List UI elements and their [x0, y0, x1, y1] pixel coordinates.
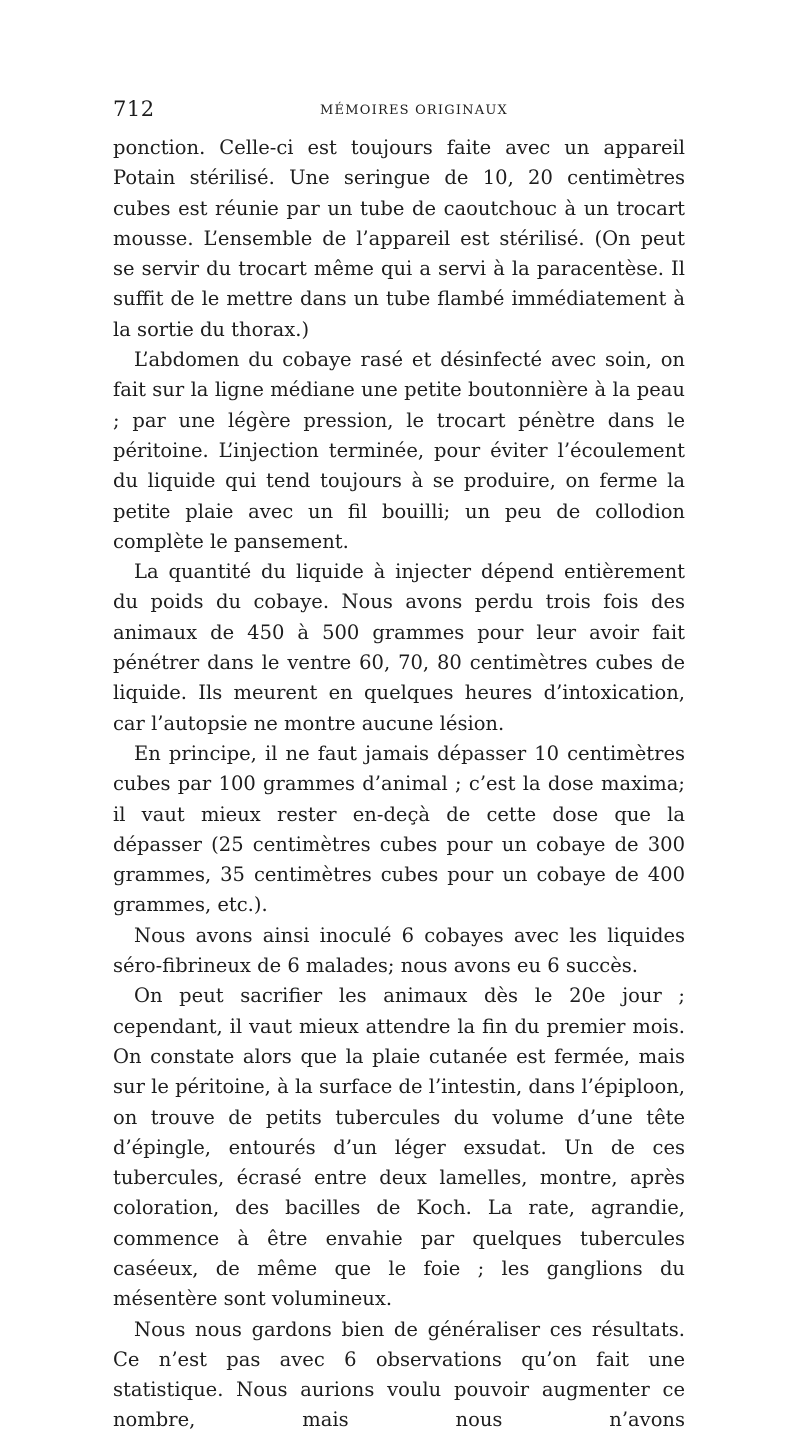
paragraph: On peut sacrifier les animaux dès le 20e jour ; cependant, il vaut mieux attendre la fin du premier mois. On constate alors que la plaie cutanée est fermée, mais sur le péritoine, à la surface de l’intestin, dans l’épiploon, on trouve de petits tubercules du volume d’une tête d’épingle, entourés d’un léger exsudat. Un de ces tubercules, écrasé entre deux lamelles, montre, après coloration, des bacilles de Koch. La rate, agrandie, commence à être envahie par quelques tubercules caséeux, de même que le foie ; les ganglions du mésentère sont volumineux. — [113, 984, 685, 1311]
body-text — [113, 133, 685, 1436]
paragraph: En principe, il ne faut jamais dépasser 10 centimètres cubes par 100 grammes d’animal ; c’est la dose maxima; il vaut mieux rester en-deçà de cette dose que la dépasser (25 centimètres cubes pour un cobaye de 300 grammes, 35 centimètres cubes pour un cobaye de 400 grammes, etc.). — [113, 741, 685, 917]
paragraph: ponction. Celle-ci est toujours faite avec un appareil Potain stérilisé. Une seringue de 10, 20 centimètres cubes est réunie par un tube de caoutchouc à un trocart mousse. L’ensemble de l’appareil est stérilisé. (On peut se servir du trocart même qui a servi à la paracentèse. Il suffit de le mettre dans un tube flambé immédiatement à la sortie du thorax.) — [113, 136, 685, 341]
page-header — [113, 97, 685, 125]
paragraph: Nous avons ainsi inoculé 6 cobayes avec les liquides séro-fibrineux de 6 malades; nous avons eu 6 succès. — [113, 923, 685, 978]
paragraph: La quantité du liquide à injecter dépend entièrement du poids du cobaye. Nous avons perdu trois fois des animaux de 450 à 500 grammes pour leur avoir fait pénétrer dans le ventre 60, 70, 80 centimètres cubes de liquide. Ils meurent en quelques heures d’intoxication, car l’autopsie ne montre aucune lésion. — [113, 560, 685, 735]
running-title: MÉMOIRES ORIGINAUX — [320, 103, 508, 118]
paragraph: L’abdomen du cobaye rasé et désinfecté avec soin, on fait sur la ligne médiane une petite boutonnière à la peau ; par une légère pression, le trocart pénètre dans le péritoine. L’injection terminée, pour éviter l’écoulement du liquide qui tend toujours à se produire, on ferme la petite plaie avec un fil bouilli; un peu de collodion complète le pansement. — [113, 348, 685, 553]
page-number: 712 — [113, 97, 155, 121]
paragraph: Nous nous gardons bien de généraliser ces résultats. Ce n’est pas avec 6 observations qu’on fait une statistique. Nous aurions voulu pouvoir augmenter ce nombre, mais nous n’avons — [113, 1317, 685, 1432]
